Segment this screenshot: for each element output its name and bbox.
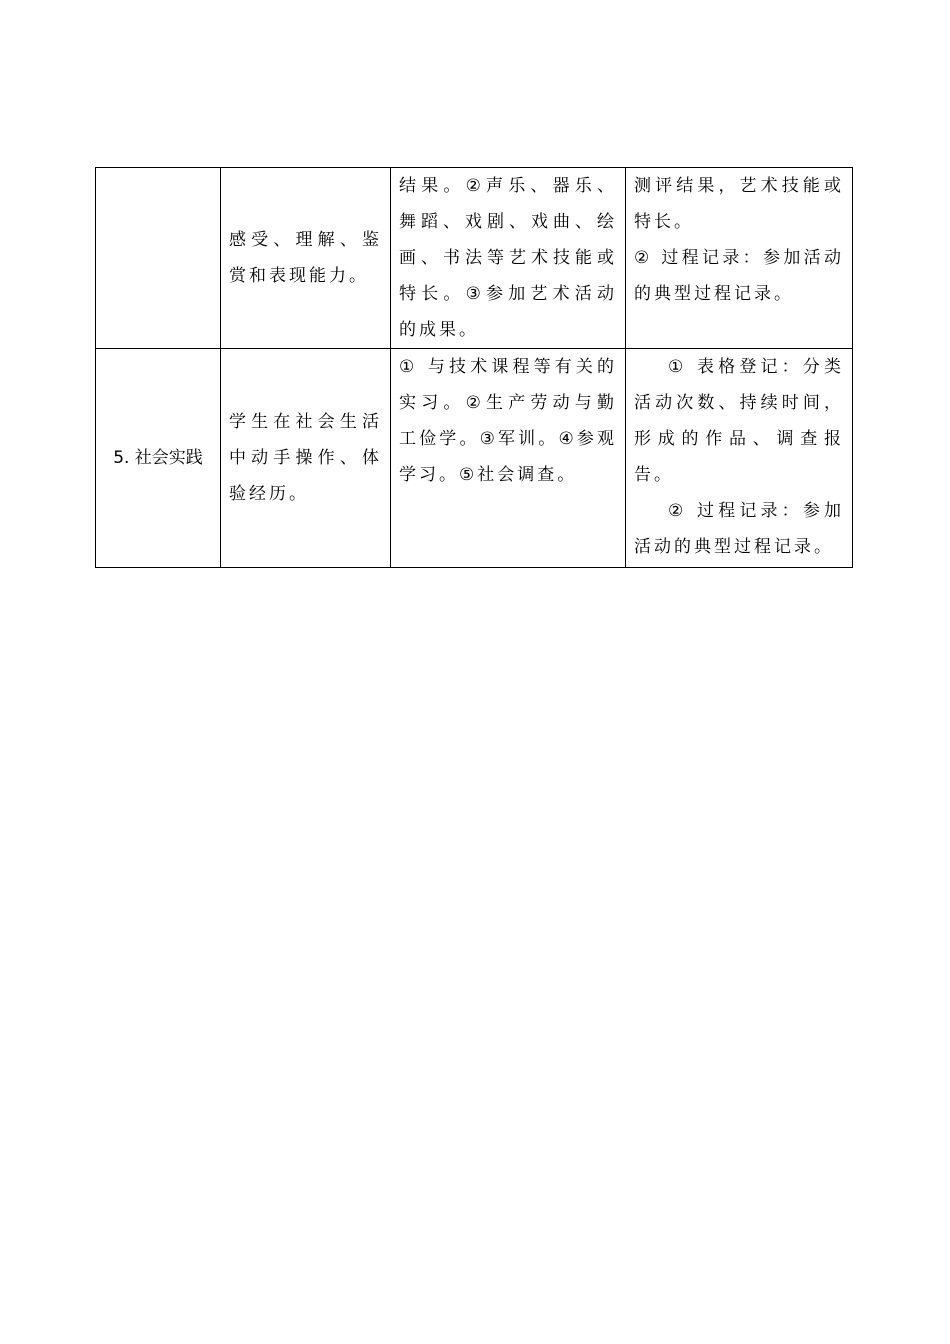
description-text: 感受、理解、鉴赏和表现能力。 bbox=[229, 230, 382, 286]
category-cell bbox=[96, 168, 221, 349]
content-cell bbox=[391, 168, 626, 349]
content-text: ① 与技术课程等有关的实习。②生产劳动与勤工俭学。③军训。④参观学习。⑤社会调查。 bbox=[399, 357, 617, 485]
method-line: ② 过程记录：参加活动的典型过程记录。 bbox=[634, 248, 844, 304]
category-cell: 5. 社会实践 bbox=[96, 349, 221, 568]
method-line: ① 表格登记：分类活动次数、持续时间，形成的作品、调查报告。 bbox=[634, 357, 844, 485]
content-text: 结果。②声乐、器乐、舞蹈、戏剧、戏曲、绘画、书法等艺术技能或特长。③参加艺术活动的成果。 bbox=[399, 176, 617, 340]
description-cell bbox=[221, 349, 391, 568]
table-row bbox=[96, 168, 853, 349]
content-cell bbox=[391, 349, 626, 568]
method-cell bbox=[626, 168, 853, 349]
evaluation-table bbox=[95, 167, 853, 568]
description-text: 学生在社会生活中动手操作、体验经历。 bbox=[229, 412, 382, 504]
method-cell bbox=[626, 349, 853, 568]
method-line: ② 过程记录：参加活动的典型过程记录。 bbox=[634, 501, 844, 557]
table-row bbox=[96, 349, 853, 568]
method-line: 测评结果，艺术技能或特长。 bbox=[634, 176, 844, 232]
description-cell bbox=[221, 168, 391, 349]
